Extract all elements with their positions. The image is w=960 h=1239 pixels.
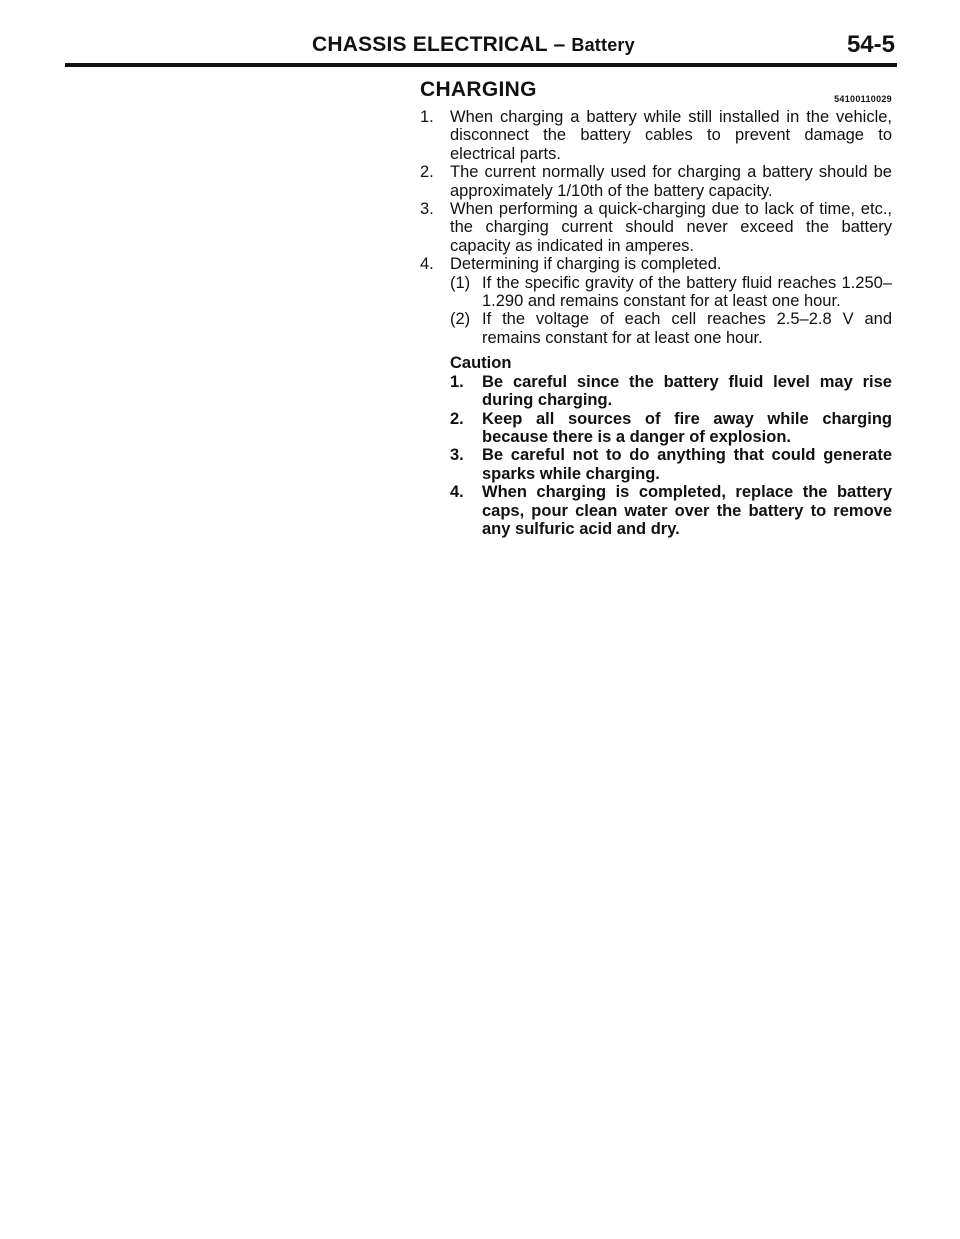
section-heading: [420, 78, 892, 108]
step-text: When performing a quick-charging due to lack of time, etc., the charging current should never exceed the battery capacity as indicated in amperes.: [450, 200, 892, 255]
substep-number: (1): [450, 273, 471, 292]
main-content: [420, 78, 892, 538]
step-text: When charging a battery while still installed in the vehicle, disconnect the battery cables to prevent damage to electrical parts.: [450, 108, 892, 163]
caution-item-1: [420, 373, 892, 410]
page-number: 54-5: [846, 31, 895, 58]
caution-text: When charging is completed, replace the battery caps, pour clean water over the battery to remove any sulfuric acid and dry.: [482, 483, 892, 538]
step-3: [420, 200, 892, 255]
step-number: 4.: [420, 255, 434, 274]
chapter-title: CHASSIS ELECTRICAL: [312, 33, 548, 56]
header-rule: [65, 63, 897, 67]
step-number: 2.: [420, 163, 434, 182]
caution-text: Be careful not to do anything that could generate sparks while charging.: [482, 446, 892, 483]
caution-item-4: [420, 483, 892, 538]
caution-label: Caution: [450, 354, 512, 373]
title-separator: –: [553, 33, 566, 56]
substep-number: (2): [450, 310, 471, 329]
caution-text: Be careful since the battery fluid level may rise during charging.: [482, 372, 892, 410]
caution-text: Keep all sources of fire away while charging because there is a danger of explosion.: [482, 409, 892, 446]
step-text: The current normally used for charging a battery should be approximately 1/10th of the battery capacity.: [450, 163, 892, 200]
caution-number: 4.: [450, 483, 464, 502]
step-1: [420, 108, 892, 163]
caution-block: [420, 354, 892, 538]
substep-text: If the specific gravity of the battery fluid reaches 1.250–1.290 and remains constant for at least one hour.: [482, 273, 892, 311]
caution-item-3: [420, 446, 892, 483]
caution-number: 2.: [450, 409, 464, 428]
page-title: [312, 33, 635, 57]
chapter-subtitle: Battery: [571, 35, 635, 55]
step-2: [420, 163, 892, 200]
substep-text: If the voltage of each cell reaches 2.5–2.8 V and remains constant for at least one hour.: [482, 310, 892, 347]
section-code: 54100110029: [834, 94, 892, 104]
caution-item-2: [420, 410, 892, 447]
section-title: CHARGING: [420, 78, 537, 101]
step-4: [420, 255, 892, 273]
caution-number: 1.: [450, 372, 464, 391]
step-number: 1.: [420, 108, 434, 126]
step-number: 3.: [420, 200, 434, 219]
substep-2: [420, 310, 892, 347]
step-text: Determining if charging is completed.: [450, 255, 722, 274]
caution-number: 3.: [450, 446, 464, 465]
substep-1: [420, 274, 892, 311]
page-header: [0, 0, 960, 72]
